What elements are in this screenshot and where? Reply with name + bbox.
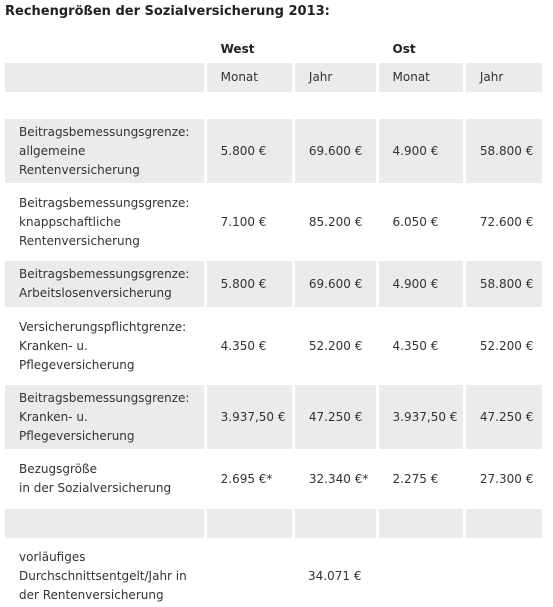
row-label: Beitragsbemessungsgrenze: Kranken- u. Pflegeversicherung — [5, 385, 204, 449]
west-monat-value: 4.350 € — [220, 338, 267, 353]
table-row — [5, 190, 542, 254]
ost-monat-value: 4.900 € — [379, 261, 463, 307]
page-title: Rechengrößen der Sozialversicherung 2013: — [5, 4, 330, 19]
row-label: Bezugsgröße in der Sozialversicherung — [19, 462, 172, 495]
average-label: vorläufiges Durchschnittsentgelt/Jahr in der Rentenversicherung — [19, 549, 187, 602]
west-jahr-value: 52.200 € — [308, 338, 363, 353]
header-blank-cell — [5, 35, 204, 63]
west-jahr-value: 32.340 €* — [308, 471, 369, 486]
average-value: 34.071 € — [308, 568, 362, 583]
ost-monat-value: 6.050 € — [392, 214, 439, 229]
ost-jahr-value: 72.600 € — [479, 214, 534, 229]
spacer-row — [5, 92, 542, 119]
ost-jahr-value: 27.300 € — [479, 471, 534, 486]
ost-monat-value: 3.937,50 € — [379, 385, 463, 449]
table-row — [5, 456, 542, 502]
ost-monat-value: 4.900 € — [379, 119, 463, 183]
west-jahr-value: 69.600 € — [295, 261, 376, 307]
table-row — [5, 119, 542, 183]
ost-jahr-value: 52.200 € — [479, 338, 534, 353]
ost-monat-header: Monat — [379, 63, 463, 92]
region-ost-header: Ost — [392, 41, 416, 56]
row-label: Beitragsbemessungsgrenze: knappschaftliche Rentenversicherung — [19, 195, 190, 248]
ost-jahr-value: 58.800 € — [466, 119, 542, 183]
west-monat-value: 5.800 € — [207, 119, 292, 183]
empty-row — [5, 509, 542, 538]
average-row — [5, 545, 542, 607]
ost-jahr-value: 47.250 € — [466, 385, 542, 449]
period-header-row — [5, 63, 542, 92]
ost-jahr-header: Jahr — [466, 63, 542, 92]
west-monat-value: 7.100 € — [220, 214, 267, 229]
table-row — [5, 261, 542, 307]
west-jahr-value: 69.600 € — [295, 119, 376, 183]
period-blank-cell — [5, 63, 204, 92]
ost-monat-value: 4.350 € — [392, 338, 439, 353]
west-monat-value: 5.800 € — [207, 261, 292, 307]
table-row — [5, 385, 542, 449]
west-jahr-value: 85.200 € — [308, 214, 363, 229]
region-west-header: West — [220, 41, 255, 56]
west-jahr-header: Jahr — [295, 63, 376, 92]
row-label: Beitragsbemessungsgrenze: allgemeine Rentenversicherung — [5, 119, 204, 183]
table-row — [5, 314, 542, 378]
west-monat-value: 3.937,50 € — [207, 385, 292, 449]
west-monat-header: Monat — [207, 63, 292, 92]
west-monat-value: 2.695 €* — [220, 471, 273, 486]
region-header-row — [5, 35, 542, 63]
average-blank-cell — [466, 545, 542, 607]
row-label: Versicherungspflichtgrenze: Kranken- u. Pflegeversicherung — [19, 319, 187, 372]
ost-monat-value: 2.275 € — [392, 471, 439, 486]
ost-jahr-value: 58.800 € — [466, 261, 542, 307]
row-label: Beitragsbemessungsgrenze: Arbeitslosenversicherung — [5, 261, 204, 307]
social-insurance-table — [2, 35, 545, 607]
west-jahr-value: 47.250 € — [295, 385, 376, 449]
